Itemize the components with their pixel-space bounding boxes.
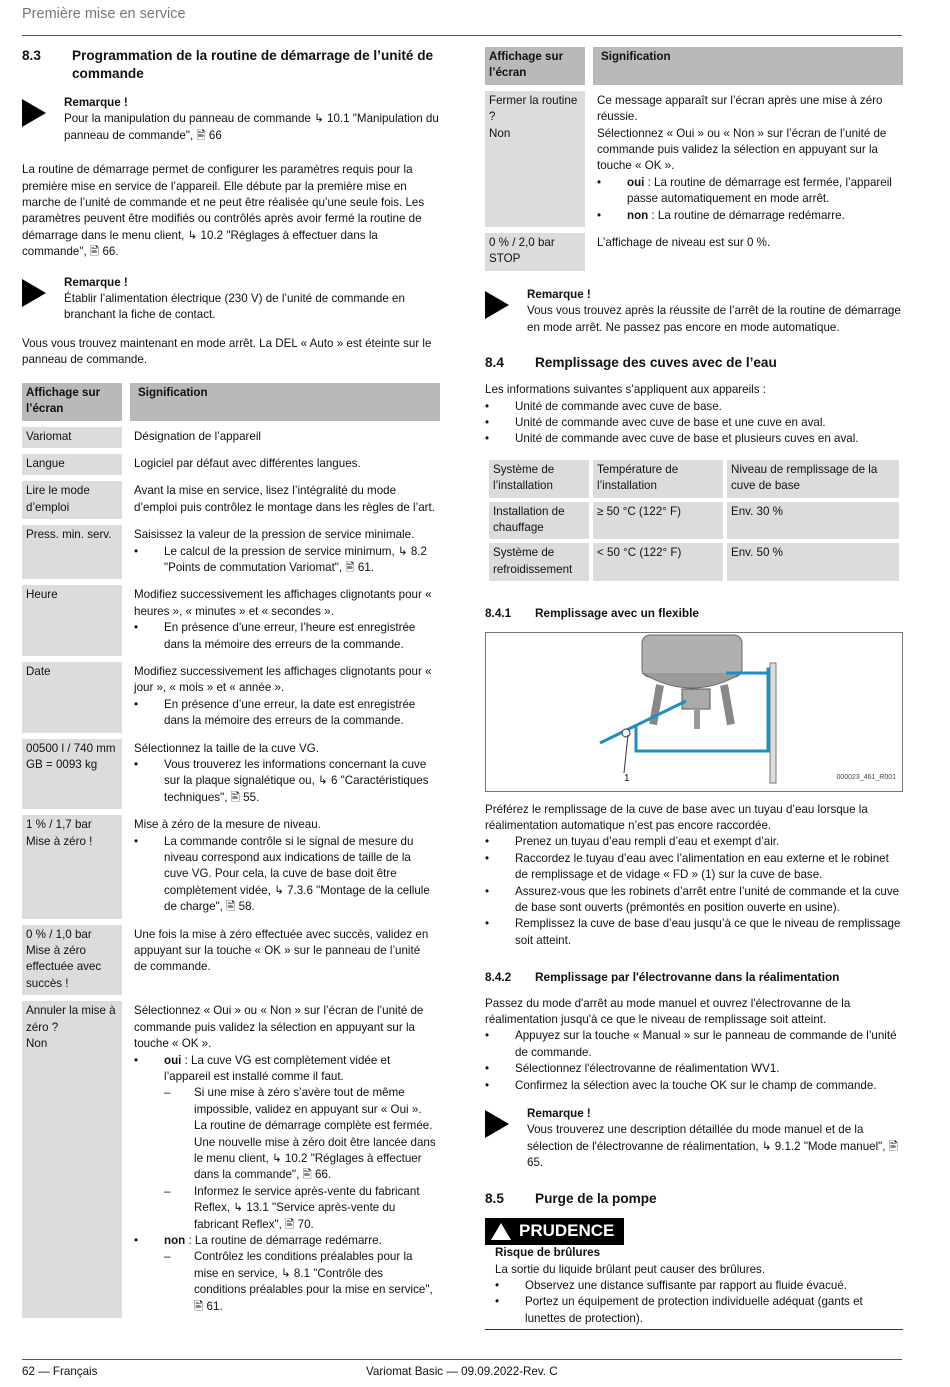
note-arrow-icon <box>22 279 46 307</box>
note-3: Remarque ! Vous vous trouvez après la réussite de l’arrêt de la routine de démarrage en mode arrêt. Ne passez pas encore en mode automatique. <box>485 287 903 336</box>
caution-list: • Observez une distance suffisante par rapport au fluide évacué. • Portez un équipement de protection individuelle adéquat (gants et lunettes de protection). <box>495 1278 903 1327</box>
figure-code: 000023_461_R001 <box>836 774 896 782</box>
table-row: 0 % / 2,0 bar STOP L’affichage de niveau est sur 0 %. <box>485 233 903 271</box>
table-row: Annuler la mise à zéro ? Non Sélectionnez « Oui » ou « Non » sur l’écran de l’unité de commande puis validez la sélection en appuyant sur la touche « OK ». • oui : La cuve VG est complètement vidée et l’appareil est installé comme il faut. – Si une mise à zéro s’avère tout de même impossible, validez en appuyant sur « Oui ». La routine de démarrage complète est fermée. Une nouvelle mise à zéro doit être lancée dans le menu client, ↳ 10.2 "Réglages à effectuer dans la commande", 🖹 66. – Informez le service après-vente du fabricant Reflex, ↳ 13.1 "Service après-vente du fabricant Reflex", 🖹 70. • non : La routine de démarrage redémarre. – Contrôlez les conditions préalables pour la mise en service, ↳ 8.1 "Contrôle des conditions préalables pour la mise en service", 🖹 61. <box>22 1001 440 1318</box>
running-head: Première mise en service <box>22 6 186 22</box>
note-arrow-icon <box>485 1110 509 1138</box>
note-1: Remarque ! Pour la manipulation du panneau de commande ↳ 10.1 "Manipulation du panneau de commande", 🖹 66 <box>22 95 440 144</box>
table-row: Lire le mode d’emploi Avant la mise en service, lisez l’intégralité du mode d’emploi puis contrôlez le montage dans les règles de l’art. <box>22 481 440 519</box>
table-header: Signification <box>130 383 440 421</box>
fill-level-table <box>485 456 903 585</box>
table-row: 0 % / 1,0 bar Mise à zéro effectuée avec succès ! Une fois la mise à zéro effectuée avec succès, validez en appuyant sur la touche « OK » sur le panneau de l’unité de commande. <box>22 925 440 996</box>
paragraph-intro: La routine de démarrage permet de configurer les paramètres requis pour la première mise en service de l’appareil. Elle débute par la première mise en marche de l’unité de commande et ne peut être réalisée qu’une seule fois. Les paramètres peuvent être modifiés ou contrôlés après avoir fermé la routine de démarrage dans le menu client, ↳ 10.2 "Réglages à effectuer dans la commande", 🖹 66. <box>22 163 425 259</box>
table-row: Installation de chauffage ≥ 50 °C (122° F) Env. 30 % <box>489 502 899 540</box>
header-rule <box>22 35 902 36</box>
table-row: Système de l’installation Température de l’installation Niveau de remplissage de la cuve de base <box>489 460 899 498</box>
table-row: Langue Logiciel par défaut avec différentes langues. <box>22 454 440 475</box>
section-8-5-heading: 8.5 Purge de la pompe <box>485 1190 657 1206</box>
note-arrow-icon <box>485 291 509 319</box>
table-row: 1 % / 1,7 bar Mise à zéro ! Mise à zéro de la mesure de niveau. • La commande contrôle si le signal de mesure du niveau correspond aux indications de taille de la cuve VG. Pour cela, la cuve de base doit être complètement vidée, ↳ 7.3.6 "Montage de la cellule de charge", 🖹 58. <box>22 815 440 918</box>
table-header: Signification <box>593 47 903 85</box>
caution-block: PRUDENCE Risque de brûlures La sortie du liquide brûlant peut causer des brûlures. • Observez une distance suffisante par rapport au fluide évacué. • Portez un équipement de protection individuelle adéquat (gants et lunettes de protection). <box>485 1218 903 1330</box>
table-row: Date Modifiez successivement les affichages clignotants pour « jour », « mois » et « année ». • En présence d’une erreur, la date est enregistrée dans la mémoire des erreurs de la commande. <box>22 662 440 733</box>
table-row: Press. min. serv. Saisissez la valeur de la pression de service minimale. • Le calcul de la pression de service minimum, ↳ 8.2 "Points de commutation Variomat", 🖹 61. <box>22 525 440 579</box>
paragraph-mode: Vous vous trouvez maintenant en mode arrêt. La DEL « Auto » est éteinte sur le panneau de commande. <box>22 336 432 367</box>
valve-steps-list: • Appuyez sur la touche « Manual » sur le panneau de commande de l’unité de commande. • Sélectionnez l'électrovanne de réalimentation WV1. • Confirmez la sélection avec la touche OK sur le champ de commande. <box>485 1028 903 1094</box>
applies-list: • Unité de commande avec cuve de base. • Unité de commande avec cuve de base et une cuve en aval. • Unité de commande avec cuve de base et plusieurs cuves en aval. <box>485 399 903 448</box>
note-arrow-icon <box>22 99 46 127</box>
table-row: Variomat Désignation de l’appareil <box>22 427 440 448</box>
section-8-4-2-heading: 8.4.2 Remplissage par l'électrovanne dans la réalimentation <box>485 970 840 985</box>
table-header: Affichage sur l’écran <box>485 47 585 85</box>
display-table-continued <box>485 41 903 277</box>
table-row: 00500 l / 740 mm GB = 0093 kg Sélectionnez la taille de la cuve VG. • Vous trouverez les informations concernant la cuve sur la plaque signalétique ou, ↳ 6 "Caractéristiques techniques", 🖹 55. <box>22 739 440 810</box>
hose-filling-figure <box>485 632 903 792</box>
left-column <box>22 47 440 1324</box>
right-column: Affichage sur l’écran Signification Fermer la routine ? Non Ce message apparaît sur l’écran après une mise à zéro réussie. Sélectionnez « Oui » ou « Non » sur l’écran de l’unité de commande puis validez la sélection en appuyant sur la touche « OK ». • oui : La routine de démarrage est fermée, l’appareil passe automatiquement en mode arrêt. • non : La routine de démarrage redémarre. 0 % / 2,0 bar STOP L’affichage de niveau est sur 0 %. Remarque ! Vous vous trouvez après la réussite de l’arrêt de la routine de démarrage en mode arrêt. Ne passez pas encore en mode automatique. 8.4 Remplissage des cuves avec de l’eau Les informations suivantes s’appliquent aux appareils : • Unité de commande avec cuve de base. • Unité de commande avec cuve de base et une cuve en aval. • Unité de commande avec cuve de base et plusieurs cuves en aval. Système de l’installation Température de l’installation Niveau de remplissage de la cuve de base Installation de chauffage ≥ 50 °C (122° F) Env. 30 % Système de refroidissement < 50 °C (122° F) Env. 50 % 8.4.1 Remplissage avec un flexible 1 000023_461_R001 Préférez le remplissage de la cuve de base avec un tuyau d’eau lorsque la réalimentation automatique n’est pas encore raccordée. • Prenez un tuyau d’eau rempli d’eau et exempt d’air. • Raccordez le tuyau d’eau avec l’alimentation en eau externe et le robinet de remplissage et de vidage « FD » (1) sur la cuve de base. • Assurez-vous que les robinets d’arrêt entre l’unité de commande et la cuve de base sont ouverts (prémontés en position ouverte en usine). • Remplissez la cuve de base d’eau jusqu’à ce que le niveau de remplissage soit atteint. 8.4.2 Remplissage par l'électrovanne dans la réalimentation Passez du mode d'arrêt au mode manuel et ouvrez l'électrovanne de la réalimentation jusqu'à ce que le niveau de remplissage soit atteint. • Appuyez sur la touche « Manual » sur le panneau de commande de l’unité de commande. • Sélectionnez l'électrovanne de réalimentation WV1. • Confirmez la sélection avec la touche OK sur le champ de commande. Remarque ! Vous trouverez une description détaillée du mode manuel et de la sélection de l'électrovanne de réalimentation, ↳ 9.1.2 "Mode manuel", 🖹 65. 8.5 Purge de la pompe PRUDENCE Risque de brûlures La sortie du liquide brûlant peut causer des brûlures. • Observez une distance suffisante par rapport au fluide évacué. • Portez un équipement de protection individuelle adéquat (gants et lunettes de protection). <box>485 47 903 1330</box>
section-8-4-1-heading: 8.4.1 Remplissage avec un flexible <box>485 606 699 621</box>
warning-icon <box>491 1223 511 1240</box>
note-4: Remarque ! Vous trouverez une description détaillée du mode manuel et de la sélection de l'électrovanne de réalimentation, ↳ 9.1.2 "Mode manuel", 🖹 65. <box>485 1106 903 1172</box>
hose-steps-list: • Prenez un tuyau d’eau rempli d’eau et exempt d’air. • Raccordez le tuyau d’eau avec l’alimentation en eau externe et le robinet de remplissage et de vidage « FD » (1) sur la cuve de base. • Assurez-vous que les robinets d’arrêt entre l’unité de commande et la cuve de base sont ouverts (prémontés en position ouverte en usine). • Remplissez la cuve de base d’eau jusqu’à ce que le niveau de remplissage soit atteint. <box>485 834 903 949</box>
footer-rule <box>22 1359 902 1360</box>
footer-title: Variomat Basic — 09.09.2022-Rev. C <box>366 1365 558 1378</box>
table-row: Fermer la routine ? Non Ce message apparaît sur l’écran après une mise à zéro réussie. Sélectionnez « Oui » ou « Non » sur l’écran de l’unité de commande puis validez la sélection en appuyant sur la touche « OK ». • oui : La routine de démarrage est fermée, l’appareil passe automatiquement en mode arrêt. • non : La routine de démarrage redémarre. <box>485 91 903 227</box>
table-row: Heure Modifiez successivement les affichages clignotants pour « heures », « minutes » et « secondes ». • En présence d’une erreur, l’heure est enregistrée dans la mémoire des erreurs de la commande. <box>22 585 440 656</box>
section-8-3-heading: 8.3 Programmation de la routine de démarrage de l’unité de commande <box>22 48 434 81</box>
vessel-illustration <box>486 633 902 791</box>
note-2: Remarque ! Établir l’alimentation électrique (230 V) de l’unité de commande en branchant la fiche de contact. <box>22 275 440 324</box>
table-row: Système de refroidissement < 50 °C (122° F) Env. 50 % <box>489 543 899 581</box>
table-header: Affichage sur l’écran <box>22 383 122 421</box>
caution-badge: PRUDENCE <box>485 1218 624 1245</box>
page-number: 62 — Français <box>22 1365 98 1378</box>
section-8-4-heading: 8.4 Remplissage des cuves avec de l’eau <box>485 355 777 371</box>
figure-callout: 1 <box>624 772 630 784</box>
display-table <box>22 377 440 1324</box>
